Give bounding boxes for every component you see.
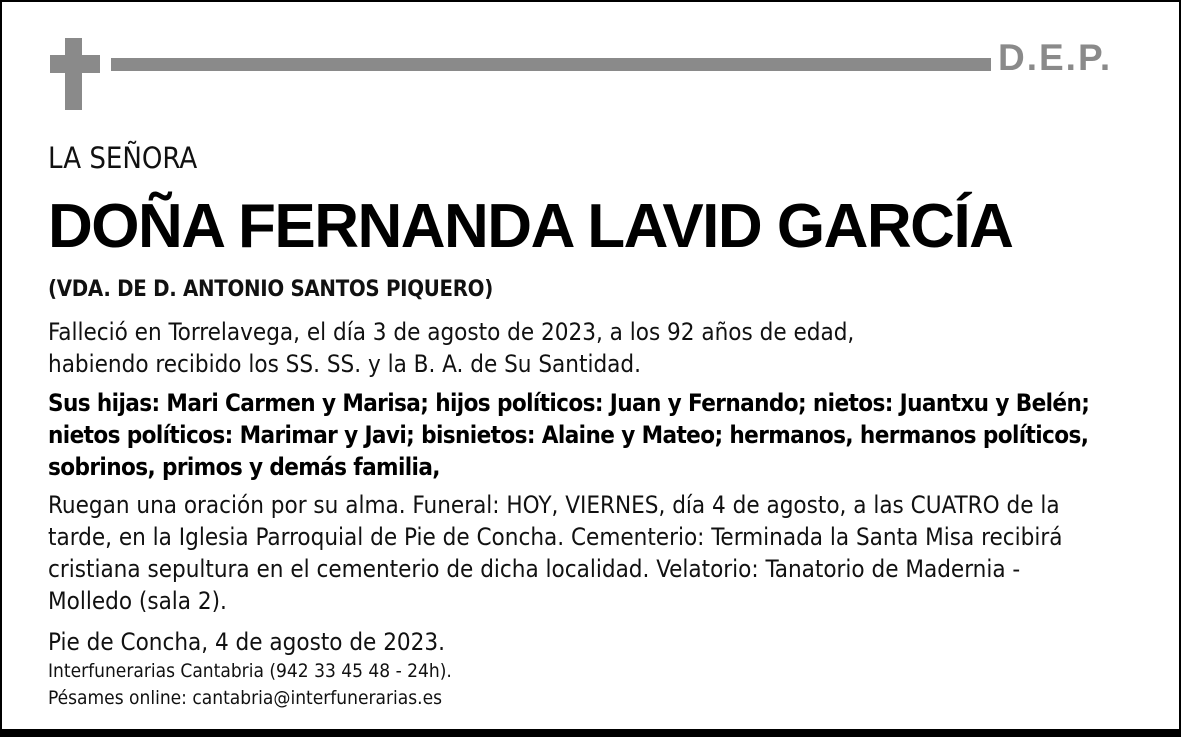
funeral-line: Ruegan una oración por su alma. Funeral: HOY, VIERNES, día 4 de agosto, a las CUATRO de la: [48, 491, 1060, 519]
funeral-home-contact: Interfunerarias Cantabria (942 33 45 48 - 24h).: [48, 660, 452, 682]
funeral-line: cristiana sepultura en el cementerio de dicha localidad. Velatorio: Tanatorio de Madernia -: [48, 555, 1021, 583]
death-line: Falleció en Torrelavega, el día 3 de agosto de 2023, a los 92 años de edad,: [48, 318, 855, 346]
family-list: [48, 387, 1089, 483]
cross-icon-bar: [50, 55, 100, 73]
intro-label: LA SEÑORA: [48, 141, 198, 175]
death-notice: [48, 316, 854, 380]
death-line: habiendo recibido los SS. SS. y la B. A. de Su Santidad.: [48, 350, 641, 378]
header-rule: [111, 58, 991, 71]
funeral-details: [48, 489, 1062, 617]
widow-of-label: (VDA. DE D. ANTONIO SANTOS PIQUERO): [48, 277, 493, 302]
funeral-line: tarde, en la Iglesia Parroquial de Pie de Concha. Cementerio: Terminada la Santa Misa recibirá: [48, 523, 1063, 551]
funeral-line: Molledo (sala 2).: [48, 587, 227, 615]
deceased-name: DOÑA FERNANDA LAVID GARCÍA: [48, 192, 1013, 261]
family-line: nietos políticos: Marimar y Javi; bisnietos: Alaine y Mateo; hermanos, hermanos políticos,: [48, 421, 1089, 449]
family-line: sobrinos, primos y demás familia,: [48, 453, 440, 481]
condolences-contact: Pésames online: cantabria@interfunerarias.es: [48, 687, 442, 709]
family-line: Sus hijas: Mari Carmen y Marisa; hijos políticos: Juan y Fernando; nietos: Juantxu y Belén;: [48, 389, 1090, 417]
place-date: Pie de Concha, 4 de agosto de 2023.: [48, 628, 445, 656]
dep-label: D.E.P.: [998, 37, 1113, 78]
cross-icon: [65, 38, 82, 110]
